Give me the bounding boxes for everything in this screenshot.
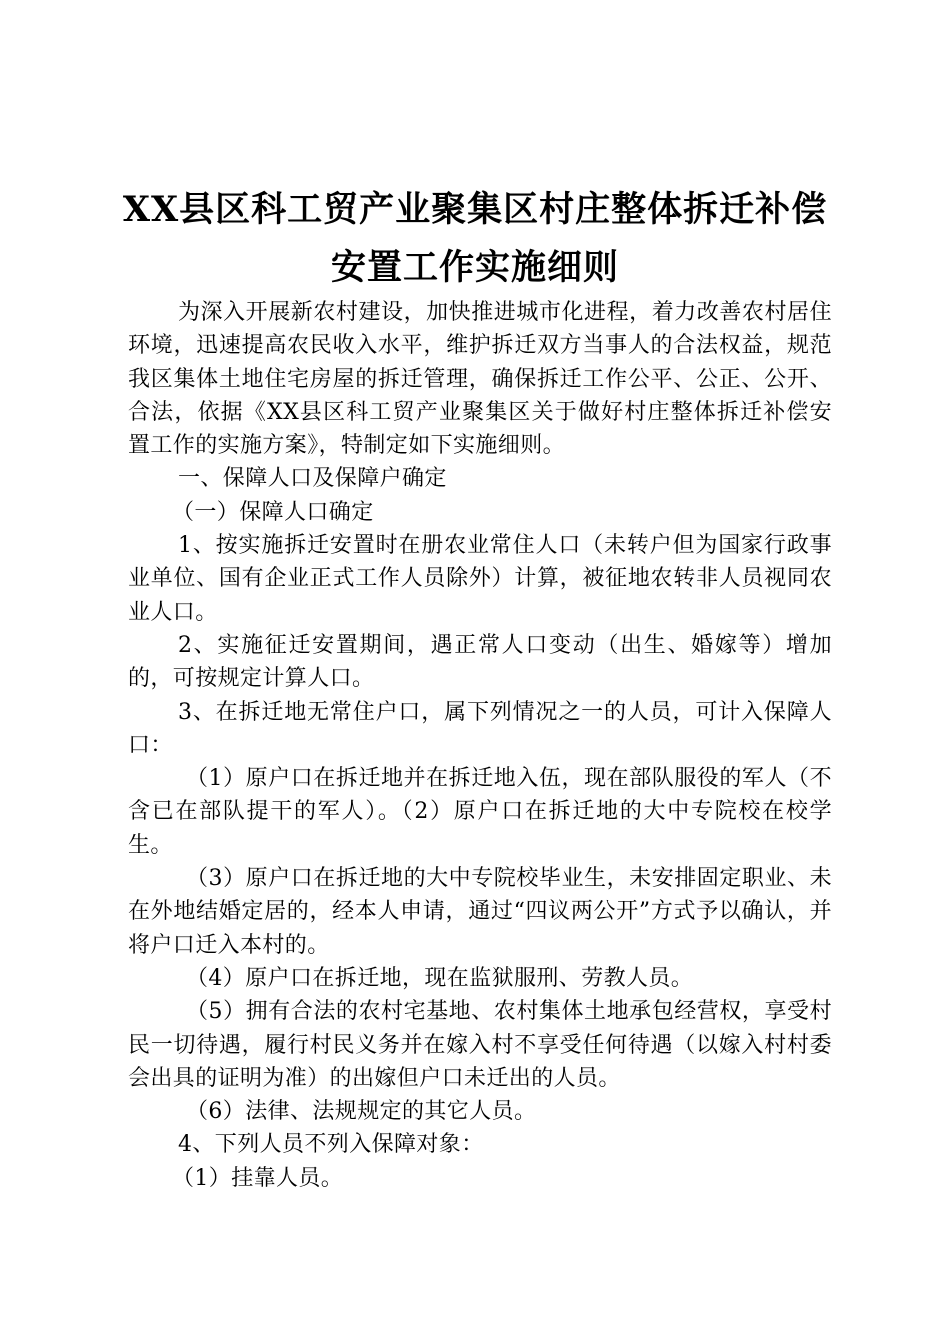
- document-body: [128, 296, 832, 1195]
- clause-1: 1、按实施拆迁安置时在册农业常住人口（未转户但为国家行政事业单位、国有企业正式工作人员除外）计算，被征地农转非人员视同农业人口。: [128, 533, 832, 625]
- document-title-line-2: 安置工作实施细则: [330, 247, 619, 288]
- intro-paragraph: 为深入开展新农村建设，加快推进城市化进程，着力改善农村居住环境，迅速提高农民收入水平，维护拆迁双方当事人的合法权益，规范我区集体土地住宅房屋的拆迁管理，确保拆迁工作公平、公正、公开、合法，依据《XX县区科工贸产业聚集区关于做好村庄整体拆迁补偿安置工作的实施方案》，特制定如下实施细则。: [128, 300, 832, 459]
- clause-3-item-1-2: （1）原户口在拆迁地并在拆迁地入伍，现在部队服役的军人（不含已在部队提干的军人）。（2）原户口在拆迁地的大中专院校在校学生。: [128, 766, 832, 858]
- clause-3-item-4: （4）原户口在拆迁地，现在监狱服刑、劳教人员。: [186, 965, 694, 991]
- clause-3-item-5: （5）拥有合法的农村宅基地、农村集体土地承包经营权，享受村民一切待遇，履行村民义务并在嫁入村不享受任何待遇（以嫁入村村委会出具的证明为准）的出嫁但户口未迁出的人员。: [128, 999, 832, 1091]
- clause-3-item-3: （3）原户口在拆迁地的大中专院校毕业生，未安排固定职业、未在外地结婚定居的，经本人申请，通过“四议两公开”方式予以确认，并将户口迁入本村的。: [128, 866, 832, 958]
- clause-3-item-6: （6）法律、法规规定的其它人员。: [186, 1099, 537, 1125]
- document-title-line-1: XX县区科工贸产业聚集区村庄整体拆迁补偿: [122, 189, 828, 230]
- clause-4-item-1: （1）挂靠人员。: [172, 1165, 344, 1191]
- clause-2: 2、实施征迁安置期间，遇正常人口变动（出生、婚嫁等）增加的，可按规定计算人口。: [128, 632, 832, 692]
- subsection-heading-1: （一）保障人口确定: [172, 499, 374, 525]
- section-heading-1: 一、保障人口及保障户确定: [178, 466, 447, 492]
- clause-3: 3、在拆迁地无常住户口，属下列情况之一的人员，可计入保障人口：: [128, 699, 832, 758]
- clause-4: 4、下列人员不列入保障对象：: [178, 1132, 484, 1158]
